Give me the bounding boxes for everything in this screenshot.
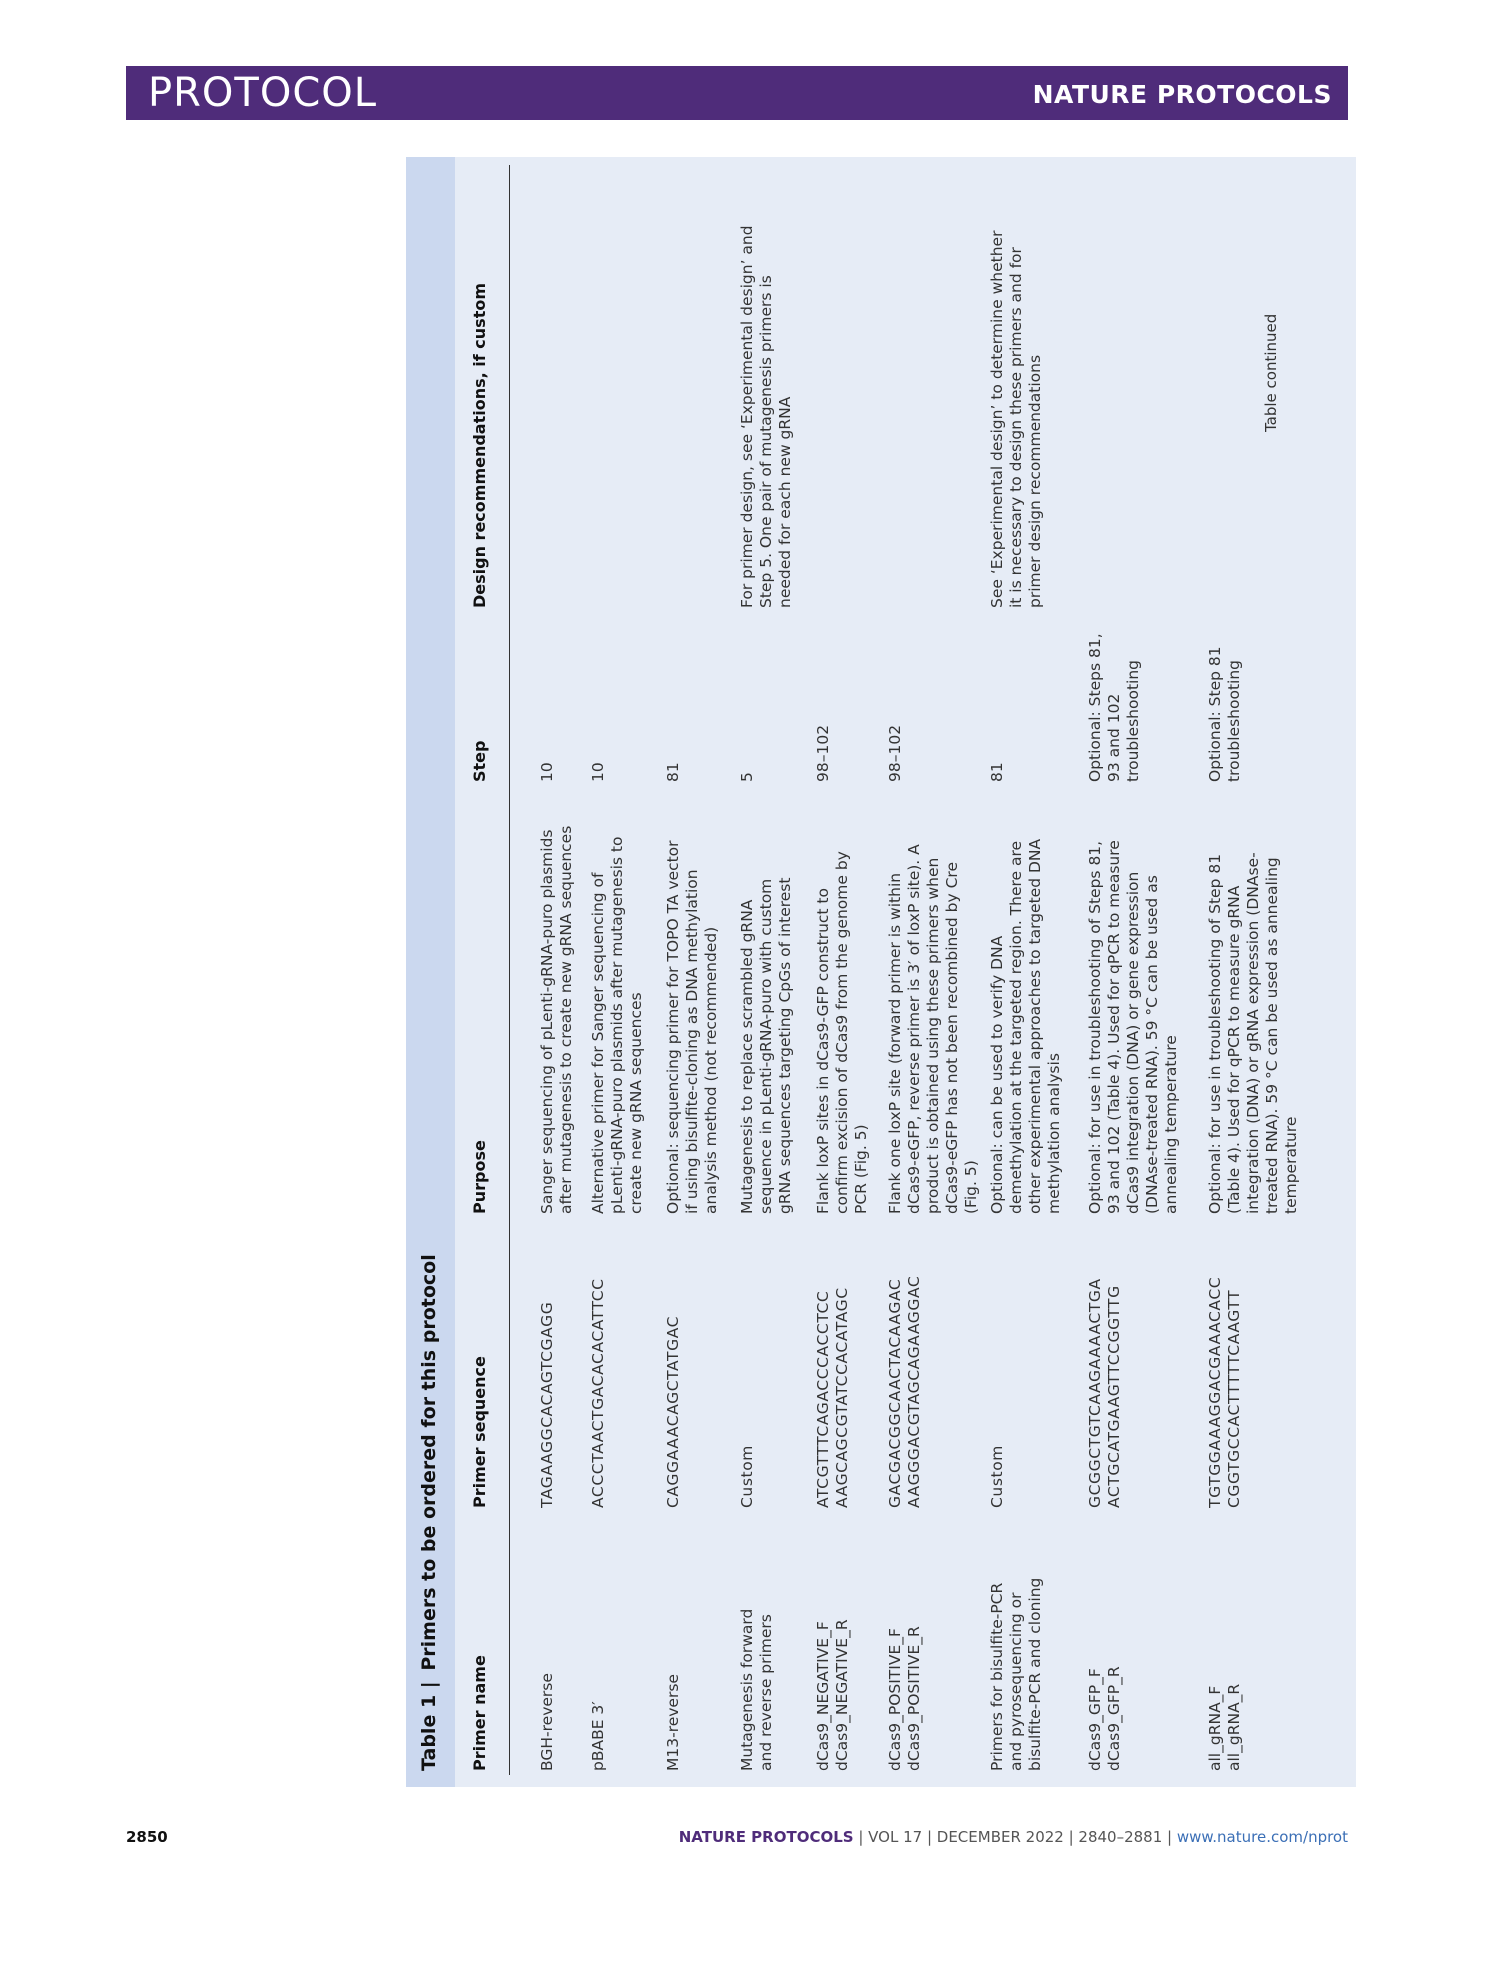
cell-line: and reverse primers: [757, 1614, 775, 1771]
cell-step: [664, 762, 683, 782]
footer-journal: NATURE PROTOCOLS: [678, 1828, 854, 1846]
cell-primer-sequence: [886, 1276, 924, 1508]
cell-line: Flank loxP sites in dCas9-GFP construct to: [814, 888, 832, 1214]
primer-table: [406, 157, 1356, 1787]
cell-line: gRNA sequences targeting CpGs of interest: [776, 877, 794, 1214]
cell-line: 98–102: [886, 724, 904, 782]
cell-line: Mutagenesis to replace scrambled gRNA: [738, 899, 756, 1214]
cell-line: dCas9_NEGATIVE_F: [814, 1621, 832, 1771]
footer-url[interactable]: www.nature.com/nprot: [1176, 1828, 1348, 1846]
cell-line: dCas9_NEGATIVE_R: [833, 1619, 851, 1771]
cell-primer-name: [589, 1701, 608, 1771]
cell-line: 93 and 102: [1105, 693, 1123, 782]
cell-line: dCas9_POSITIVE_R: [905, 1626, 923, 1771]
cell-line: methylation analysis: [1045, 1053, 1063, 1214]
cell-line: 93 and 102 (Table 4). Used for qPCR to measure: [1105, 840, 1123, 1214]
cell-primer-name: [538, 1673, 557, 1771]
cell-line: TAGAAGGCACAGTCGAGG: [538, 1301, 556, 1508]
cell-primer-name: [988, 1578, 1045, 1771]
cell-line: Custom: [988, 1445, 1006, 1508]
cell-step: [1206, 646, 1244, 782]
cell-line: 10: [589, 762, 607, 782]
section-banner: [126, 66, 1348, 120]
cell-line: ATCGTTTCAGACCCACCTCC: [814, 1290, 832, 1508]
cell-step: [814, 725, 833, 782]
table-rotated-content: [406, 157, 1356, 1787]
cell-primer-name: [738, 1609, 776, 1771]
cell-line: pBABE 3′: [589, 1701, 607, 1771]
cell-line: BGH-reverse: [538, 1673, 556, 1771]
cell-line: dCas9-eGFP, reverse primer is 3′ of loxP site). A: [905, 844, 923, 1214]
cell-primer-name: [1206, 1684, 1244, 1771]
footer-citation: | VOL 17 | DECEMBER 2022 | 2840–2881 |: [853, 1828, 1177, 1846]
cell-purpose: [589, 837, 646, 1214]
cell-line: CAGGAAACAGCTATGAC: [664, 1315, 682, 1508]
cell-line: treated RNA). 59 °C can be used as annealing: [1263, 857, 1281, 1214]
cell-primer-sequence: [814, 1287, 852, 1508]
cell-line: (Fig. 5): [962, 1160, 980, 1214]
cell-line: 10: [538, 762, 556, 782]
cell-purpose: [738, 878, 795, 1214]
cell-primer-name: [886, 1626, 924, 1771]
cell-line: annealing temperature: [1162, 1035, 1180, 1214]
table-caption: [418, 1254, 440, 1771]
cell-primer-name: [664, 1674, 683, 1771]
cell-line: after mutagenesis to create new gRNA sequences: [557, 825, 575, 1214]
cell-line: if using bisulfite-cloning as DNA methylation: [683, 869, 701, 1214]
cell-line: dCas9 integration (DNA) or gene expression: [1124, 871, 1142, 1214]
cell-step: [988, 762, 1007, 782]
cell-line: create new gRNA sequences: [627, 992, 645, 1214]
cell-line: product is obtained using these primers when: [924, 857, 942, 1214]
cell-line: PCR (Fig. 5): [852, 1124, 870, 1214]
cell-line: dCas9-eGFP has not been recombined by Cre: [943, 862, 961, 1214]
table-caption-text: Primers to be ordered for this protocol: [418, 1254, 440, 1671]
cell-line: CGGTGCCACTTTTTCAAGTT: [1225, 1289, 1243, 1508]
cell-line: all_gRNA_R: [1225, 1683, 1243, 1771]
cell-line: needed for each new gRNA: [776, 396, 794, 608]
table-caption-bar: [406, 157, 455, 1787]
header-primer-name: Primer name: [470, 1655, 489, 1771]
cell-line: TGTGGAAAGGACGAAACACC: [1206, 1276, 1224, 1508]
header-step: Step: [470, 740, 489, 782]
cell-line: sequence in pLenti-gRNA-puro with custom: [757, 878, 775, 1214]
cell-line: For primer design, see ‘Experimental design’ and: [738, 225, 756, 608]
cell-line: and pyrosequencing or: [1007, 1592, 1025, 1771]
cell-line: Flank one loxP site (forward primer is within: [886, 872, 904, 1214]
cell-primer-sequence: [738, 1445, 757, 1508]
header-purpose: Purpose: [470, 1140, 489, 1214]
cell-primer-sequence: [1086, 1278, 1124, 1508]
cell-line: troubleshooting: [1225, 659, 1243, 782]
cell-line: Optional: can be used to verify DNA: [988, 935, 1006, 1214]
cell-line: Step 5. One pair of mutagenesis primers is: [757, 275, 775, 608]
cell-line: 81: [664, 762, 682, 782]
cell-line: Custom: [738, 1445, 756, 1508]
table-continued-note: Table continued: [1262, 313, 1280, 432]
cell-purpose: [1086, 840, 1181, 1214]
cell-line: Optional: for use in troubleshooting of Steps 81,: [1086, 840, 1104, 1214]
cell-primer-name: [814, 1619, 852, 1771]
cell-line: it is necessary to design these primers and for: [1007, 247, 1025, 608]
cell-line: dCas9_GFP_F: [1086, 1668, 1104, 1771]
cell-line: integration (DNA) or gRNA expression (DNAse-: [1244, 852, 1262, 1214]
cell-line: (DNAse-treated RNA). 59 °C can be used as: [1143, 875, 1161, 1214]
cell-line: dCas9_GFP_R: [1105, 1666, 1123, 1771]
cell-line: ACCCTAACTGACACACATTCC: [589, 1278, 607, 1508]
cell-purpose: [814, 851, 871, 1214]
cell-primer-sequence: [589, 1278, 608, 1508]
cell-line: Sanger sequencing of pLenti-gRNA-puro plasmids: [538, 829, 556, 1214]
cell-line: 5: [738, 772, 756, 782]
cell-line: troubleshooting: [1124, 659, 1142, 782]
cell-step: [1086, 633, 1143, 782]
cell-primer-sequence: [988, 1445, 1007, 1508]
cell-line: GACGACGGCAACTACAAGAC: [886, 1278, 904, 1508]
page-number: 2850: [126, 1828, 168, 1846]
section-label: PROTOCOL: [148, 70, 378, 116]
journal-banner-title: NATURE PROTOCOLS: [1032, 80, 1332, 109]
cell-line: AAGGGACGTAGCAGAAGGAC: [905, 1275, 923, 1508]
cell-purpose: [538, 826, 576, 1214]
cell-line: confirm excision of dCas9 from the genome by: [833, 851, 851, 1214]
cell-line: Alternative primer for Sanger sequencing of: [589, 872, 607, 1214]
header-primer-sequence: Primer sequence: [470, 1356, 489, 1508]
journal-citation: [679, 1828, 1348, 1846]
cell-line: 98–102: [814, 724, 832, 782]
cell-line: bisulfite-PCR and cloning: [1026, 1577, 1044, 1771]
cell-step: [738, 772, 757, 782]
cell-line: Primers for bisulfite-PCR: [988, 1582, 1006, 1771]
header-rule: [509, 165, 510, 1775]
cell-design: [988, 231, 1045, 608]
cell-line: 81: [988, 762, 1006, 782]
cell-line: M13-reverse: [664, 1674, 682, 1771]
cell-line: Optional: sequencing primer for TOPO TA vector: [664, 840, 682, 1214]
cell-purpose: [664, 840, 721, 1214]
cell-primer-name: [1086, 1666, 1124, 1771]
cell-line: See ‘Experimental design’ to determine whether: [988, 230, 1006, 608]
cell-step: [538, 762, 557, 782]
cell-purpose: [886, 844, 981, 1214]
cell-step: [886, 725, 905, 782]
cell-primer-sequence: [538, 1302, 557, 1508]
cell-line: Optional: Steps 81,: [1086, 633, 1104, 782]
cell-line: analysis method (not recommended): [702, 926, 720, 1214]
cell-line: primer design recommendations: [1026, 354, 1044, 608]
cell-line: Optional: Step 81: [1206, 646, 1224, 782]
cell-line: all_gRNA_F: [1206, 1685, 1224, 1771]
table-caption-number: Table 1 |: [418, 1681, 440, 1771]
cell-step: [589, 762, 608, 782]
cell-line: (Table 4). Used for qPCR to measure gRNA: [1225, 885, 1243, 1214]
cell-line: GCGGCTGTCAAGAAAACTGA: [1086, 1278, 1104, 1508]
cell-design: [738, 225, 795, 608]
cell-line: AAGCAGCGTATCCACATAGC: [833, 1287, 851, 1508]
cell-line: pLenti-gRNA-puro plasmids after mutagenesis to: [608, 836, 626, 1214]
cell-line: ACTGCATGAAGTTCCGGTTG: [1105, 1285, 1123, 1508]
cell-purpose: [988, 839, 1064, 1214]
cell-purpose: [1206, 852, 1301, 1214]
cell-line: demethylation at the targeted region. There are: [1007, 840, 1025, 1214]
cell-line: Optional: for use in troubleshooting of Step 81: [1206, 853, 1224, 1214]
cell-line: Mutagenesis forward: [738, 1608, 756, 1771]
header-design: Design recommendations, if custom: [470, 282, 489, 608]
cell-line: temperature: [1282, 1116, 1300, 1214]
cell-primer-sequence: [1206, 1277, 1244, 1508]
cell-line: other experimental approaches to targeted DNA: [1026, 838, 1044, 1214]
cell-primer-sequence: [664, 1316, 683, 1508]
cell-line: dCas9_POSITIVE_F: [886, 1628, 904, 1771]
